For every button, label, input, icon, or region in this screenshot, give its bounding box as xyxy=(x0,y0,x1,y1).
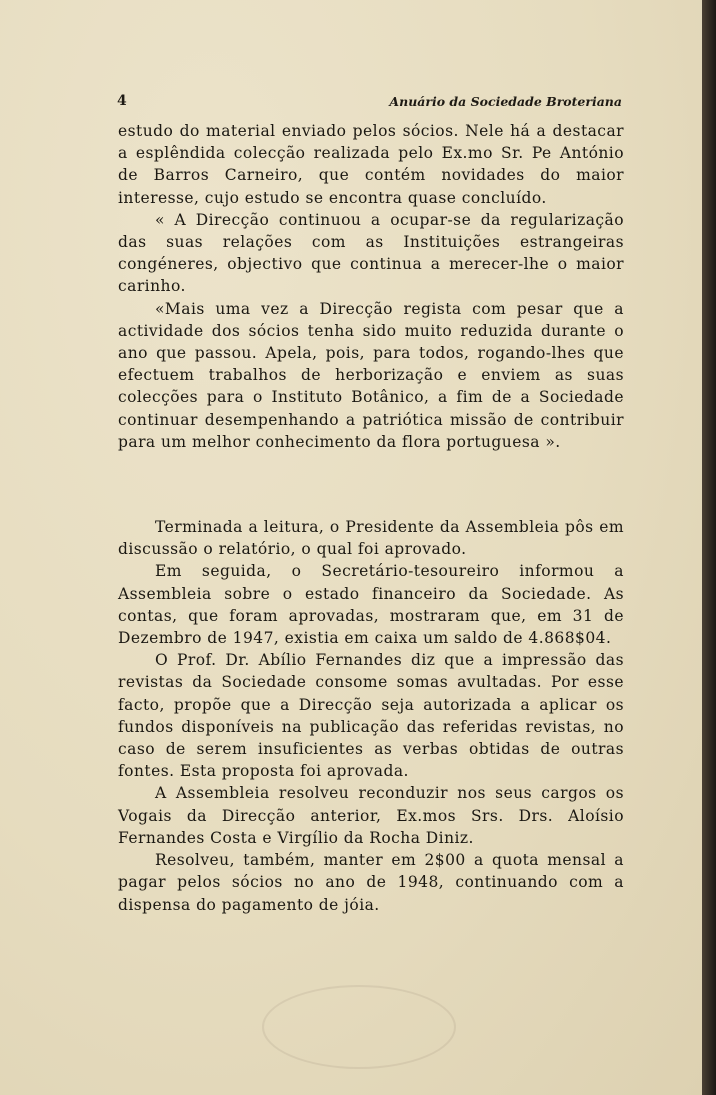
paragraph-quote-activity: «Mais uma vez a Direcção regista com pesar que a actividade dos sócios tenha sido muito reduzida durante o ano que passou. Apela, pois, para todos, rogando-lhes que efectuem trabalhos de herborização e enviem as suas colecções para o Instituto Botânico, a fim de a Sociedade continuar desempenhando a patriótica missão de contribuir para um melhor conhecimento da flora portuguesa ». xyxy=(118,299,624,451)
faded-library-stamp xyxy=(262,985,456,1069)
page-header xyxy=(117,93,622,115)
paragraph-quote-relations: « A Direcção continuou a ocupar-se da regularização das suas relações com as Instituições estrangeiras congéneres, objectivo que continua a merecer-lhe o maior carinho. xyxy=(118,210,624,296)
paragraph-reading-finished: Terminada a leitura, o Presidente da Assembleia pôs em discussão o relatório, o qual foi aprovado. xyxy=(118,518,624,559)
page-body xyxy=(118,120,624,916)
page-edge-shadow xyxy=(702,0,716,1095)
paragraph-financial-report: Em seguida, o Secretário-tesoureiro informou a Assembleia sobre o estado financeiro da Sociedade. As contas, que foram aprovadas, mostraram que, em 31 de Dezembro de 1947, existia em caixa um saldo de 4.868$04. xyxy=(118,562,624,648)
section-gap xyxy=(118,453,624,516)
paragraph-membership-fee: Resolveu, também, manter em 2$00 a quota mensal a pagar pelos sócios no ano de 1948, continuando com a dispensa do pagamento de jóia. xyxy=(118,851,624,914)
paragraph-continuation: estudo do material enviado pelos sócios. Nele há a destacar a esplêndida colecção realizada pelo Ex.mo Sr. Pe António de Barros Carneiro, que contém novidades do maior interesse, cujo estudo se encontra quase concluído. xyxy=(118,122,624,207)
page-number: 4 xyxy=(117,93,127,109)
running-title: Anuário da Sociedade Broteriana xyxy=(389,94,622,109)
paragraph-funds-proposal: O Prof. Dr. Abílio Fernandes diz que a impressão das revistas da Sociedade consome somas avultadas. Por esse facto, propõe que a Direcção seja autorizada a aplicar os fundos disponíveis na publicação das referidas revistas, no caso de serem insuficientes as verbas obtidas de outras fontes. Esta proposta foi aprovada. xyxy=(118,651,624,781)
paragraph-reappointment: A Assembleia resolveu reconduzir nos seus cargos os Vogais da Direcção anterior, Ex.mos Srs. Drs. Aloísio Fernandes Costa e Virgílio da Rocha Diniz. xyxy=(118,784,624,847)
